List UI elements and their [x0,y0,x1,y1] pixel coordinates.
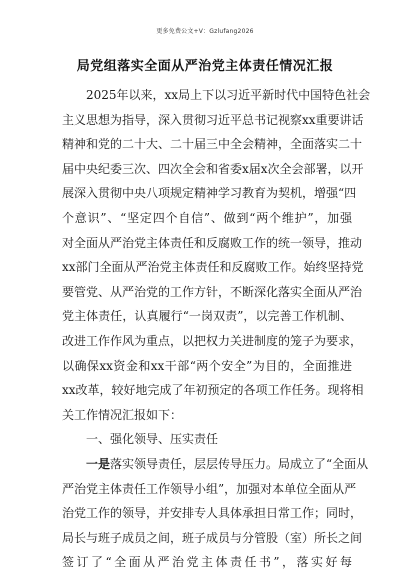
lead-phrase: 一是 [86,456,111,471]
lead-line-text: 落实领导责任，层层传导压力。局成立了“全面从 [110,456,369,471]
paragraph-line: 局长与班子成员之间，班子成员与分管股（室）所长之间 [62,530,363,545]
paragraph-line: 以确保xx资金和xx干部“两个安全”为目的，全面推进 [62,358,352,373]
paragraph-line: xx改革，较好地完成了年初预定的各项工作任务。现将相 [62,383,364,398]
document-title: 局党组落实全面从严治党主体责任情况汇报 [76,59,334,74]
paragraph-line: xx部门全面从严治党主体责任和反腐败工作。始终坚持党 [62,260,364,275]
paragraph-line: 2025年以来，xx局上下以习近平新时代中国特色社会 [86,88,371,102]
paragraph-line: 治党工作的领导，并安排专人具体承担日常工作；同时， [62,506,363,521]
header-watermark: 更多免费公文+V：Gzlufang2026 [156,28,254,35]
paragraph-line: 展深入贯彻中央八项规定精神学习教育为契机，增强“四 [62,186,357,201]
paragraph-line: 要管党、从严治党的工作方针，不断深化落实全面从严治 [62,284,363,299]
section-heading: 一、强化领导、压实责任 [86,432,219,447]
paragraph-line: 关工作情况汇报如下： [62,407,183,422]
document-body [62,83,371,575]
paragraph-line: 届中央纪委三次、四次全会和省委x届x次全会部署，以开 [62,161,364,176]
paragraph-line: 精神和党的二十大、二十届三中全会精神，全面落实二十 [62,137,363,152]
paragraph-line: 对全面从严治党主体责任和反腐败工作的统一领导，推动 [62,235,363,250]
paragraph-line: 主义思想为指导，深入贯彻习近平总书记视察xx重要讲话 [62,112,364,127]
paragraph-line: 个意识”、“坚定四个自信”、做到“两个维护”，加强 [62,210,352,225]
paragraph-line: 改进工作作风为重点，以把权力关进制度的笼子为要求， [62,333,363,348]
paragraph-line: 严治党主体责任工作领导小组”，加强对本单位全面从严 [62,481,357,496]
paragraph-line: 党主体责任，认真履行“一岗双责”，以完善工作机制、 [62,309,352,324]
paragraph-line [62,452,369,477]
paragraph-line: 签订了“全面从严治党主体责任书”，落实好每 [62,555,352,570]
